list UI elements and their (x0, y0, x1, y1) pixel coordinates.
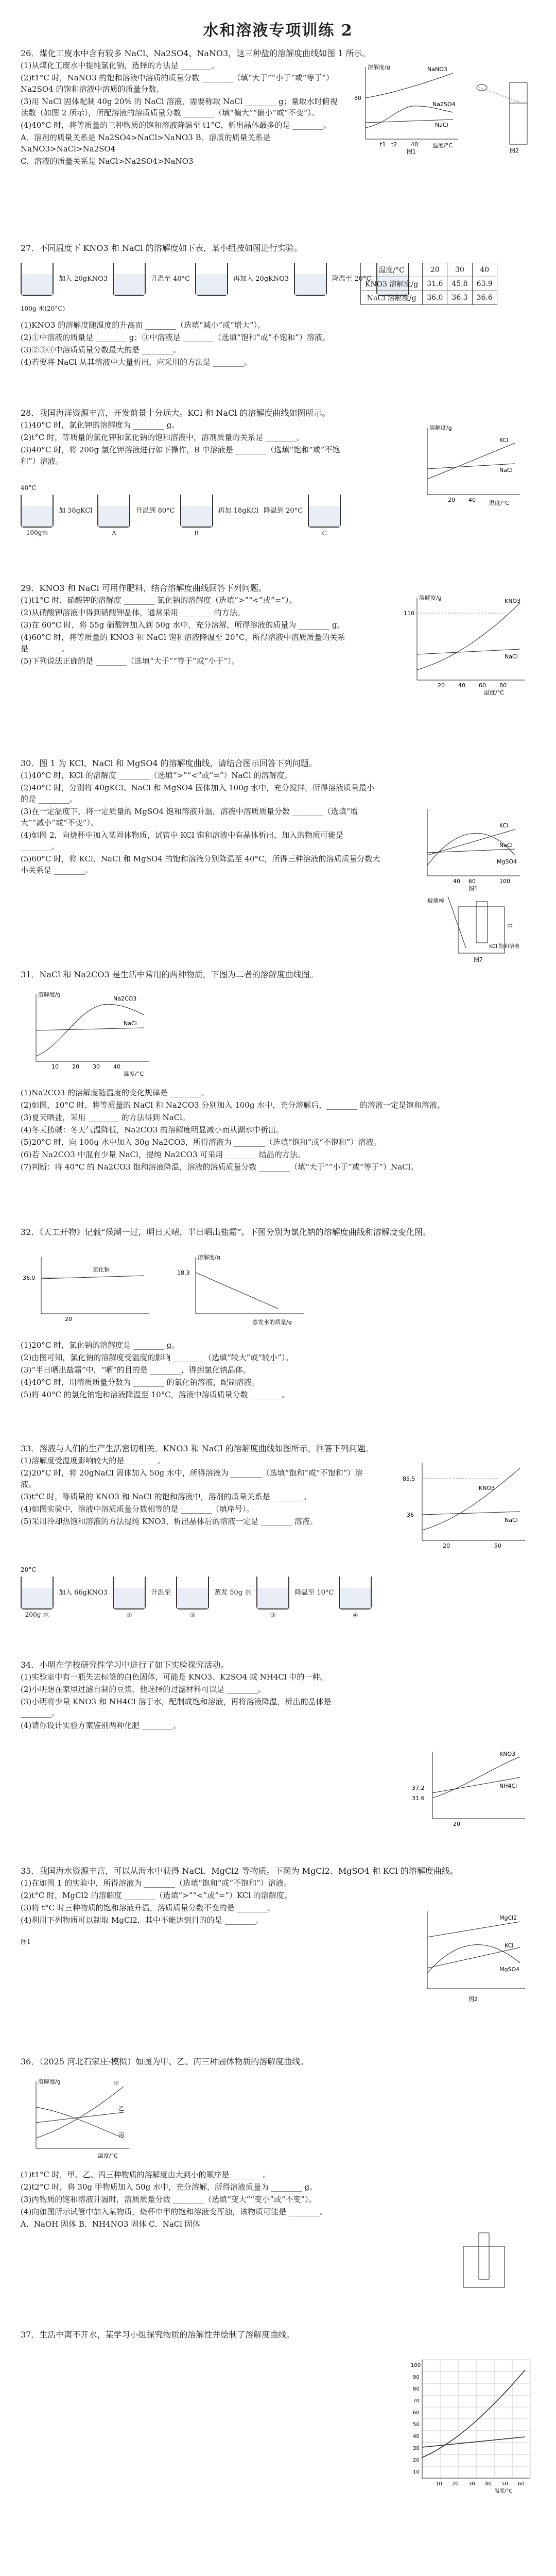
table-cell: 温度/°C (361, 263, 423, 277)
fig-label: KCl 饱和溶液 (489, 944, 519, 950)
question-stem: 37．生活中离不开水，某学习小组探究物质的溶解性并绘制了溶解度曲线。 (21, 2330, 295, 2340)
curve-bing (36, 2107, 124, 2138)
y-tick: 18.3 (177, 1269, 190, 1276)
question-line: (3)夏天晒盐，采用 ________ 的方法得到 NaCl。 (21, 1113, 190, 1122)
question-stem: 34．小明在学校研究性学习中进行了如下实验探究活动。 (21, 1660, 229, 1670)
question-line: (4)40°C 时，用溶质质量分数为 ________ 的氯化钠溶液，配制溶液。 (21, 1378, 259, 1387)
y-tick: 37.2 (412, 1785, 425, 1791)
x-tick: 20 (448, 497, 455, 503)
sight-line (479, 88, 520, 102)
table-cell: 36.3 (447, 291, 472, 305)
beaker: ④ (339, 1577, 372, 1609)
question-line: A．NaOH 固体 B．NH4NO3 固体 C．NaCl 固体 (21, 2219, 200, 2229)
x-tick: t2 (391, 141, 397, 148)
curve-nacl (41, 1276, 144, 1279)
label-nacl: NaCl (499, 842, 513, 849)
label-bing: 丙 (118, 2132, 124, 2139)
question-line: (5)采用冷却热饱和溶液的方法提纯 KNO3，析出晶体后的溶液一定是 ________ 溶液。 (21, 1517, 318, 1526)
y-axis-label: 溶解度/g (368, 64, 390, 71)
beaker: 200g 水 (21, 1577, 54, 1609)
question-stem: 33．溶液与人们的生产生活密切相关。KNO3 和 NaCl 的溶解度曲线如图所示，回答下列问题。 (21, 1444, 374, 1453)
solubility-chart-q32 (21, 1252, 154, 1329)
question-line: (2)t1°C 时，NaNO3 的饱和溶液中溶质的质量分数 ________（填“大于”“小于”或“等于”）Na2SO4 的饱和溶液中溶质的质量分数。 (21, 73, 334, 94)
question-stem: 26．煤化工废水中含有较多 NaCl、Na2SO4、NaNO3，这三种盐的溶解度曲线如图 1 所示。 (21, 48, 371, 58)
curve-kcl (427, 1947, 520, 1968)
y-tick: 50 (413, 2422, 420, 2428)
question-line: (4)冬天捞碱：冬天气温降低，Na2CO3 的溶解度明显减小而从湖水中析出。 (21, 1125, 284, 1134)
x-tick: 20 (452, 2481, 459, 2487)
question-stem: 31．NaCl 和 Na2CO3 是生活中常用的两种物质，下图为二者的溶解度曲线图。 (21, 970, 318, 979)
question-line: (4)若要将 NaCl 从其溶液中大量析出，应采用的方法是 ________。 (21, 358, 252, 367)
y-tick: 85.5 (403, 1476, 415, 1482)
x-tick: 40 (458, 682, 465, 689)
y-axis-label: 溶解度/g (429, 425, 452, 431)
solubility-chart-q36 (21, 2076, 134, 2164)
question-line: (4)如图 2，向烧杯中加入某固体物质，试管中 KCl 饱和溶液中有晶体析出，加入的物质可能是 ________。 (21, 831, 344, 851)
label-nacl: 氯化钠 (93, 1266, 110, 1273)
y-tick: 90 (413, 2375, 420, 2380)
question-34 (21, 1659, 535, 1732)
curve-mgcl2 (427, 1922, 520, 1937)
question-line: (1)20°C 时，氯化钠的溶解度是 ________ g。 (21, 1341, 180, 1350)
step-arrow: 加入 66gKNO3 (59, 1589, 108, 1597)
question-line: (1)t1°C 时，甲、乙、丙三种物质的溶解度由大到小的顺序是 ________。 (21, 2170, 271, 2179)
question-stem: 30．图 1 为 KCl、NaCl 和 MgSO4 的溶解度曲线，请结合图示回答下列问题。 (21, 758, 317, 768)
question-32-parts (21, 1340, 535, 1401)
y-tick: 36.0 (23, 1275, 36, 1281)
experiment-steps-q33 (21, 1577, 372, 1619)
question-line: (4)40°C 时，将等质量的三种物质的饱和溶液降温至 t1°C，析出晶体最多的是 ________。 (21, 121, 332, 130)
solubility-chart-q35 (412, 1906, 530, 2004)
step-arrow: 降温至 10°C (294, 1589, 334, 1597)
y-tick: 70 (413, 2398, 420, 2404)
y-axis-label: 溶解度/g (38, 2078, 61, 2085)
curve-solution (196, 1273, 278, 1309)
glass-rod (448, 896, 466, 948)
label-kcl: KCl (499, 437, 509, 444)
x-tick: 60 (468, 878, 476, 885)
label-kcl: KCl (499, 822, 509, 829)
step-arrow: 加 38gKCl (59, 507, 93, 515)
beaker (294, 263, 327, 296)
solubility-chart-q33 (402, 1458, 530, 1556)
x-tick: 40 (468, 497, 476, 503)
y-tick: 40 (413, 2434, 420, 2439)
question-line: (4)向如图所示试管中加入某物质，烧杯中甲的饱和溶液变浑浊，该物质可能是 ________。 (21, 2207, 328, 2216)
x-tick: 100 (499, 878, 510, 885)
fig-label: 玻璃棒 (427, 897, 444, 904)
x-axis-label: 温度/°C (432, 142, 453, 149)
x-axis-label: 温度/°C (494, 2488, 513, 2494)
question-stem: 28．我国海洋资源丰富，开发前景十分远大。KCl 和 NaCl 的溶解度曲线如图所示。 (21, 408, 331, 418)
curve-nacl (427, 849, 515, 853)
table-cell: 20 (423, 263, 447, 277)
x-axis-label: 温度/°C (489, 500, 509, 506)
question-stem: 29．KNO3 和 NaCl 可用作肥料，结合溶解度曲线回答下列问题。 (21, 583, 267, 593)
y-tick: 10 (413, 2469, 420, 2475)
cylinder-figure-q26 (474, 72, 541, 155)
label-kno3: KNO3 (505, 598, 521, 604)
x-axis-label: 温度/°C (124, 1071, 144, 1077)
y-tick: 60 (413, 2410, 420, 2416)
label-mgso4: MgSO4 (499, 1966, 520, 1973)
table-cell: KNO3 溶解度/g (361, 277, 423, 291)
question-stem: 35．我国海水资源丰富，可以从海水中获得 NaCl、MgCl2 等物质。下图为 MgCl2、MgSO4 和 KCl 的溶解度曲线。 (21, 1866, 458, 1876)
start-temp-label: 40°C (21, 484, 37, 492)
question-line: (1)40°C 时，KCl 的溶解度 ________（选填“>”“<”或“=”）NaCl 的溶解度。 (21, 771, 292, 780)
table-cell: 30 (447, 263, 472, 277)
start-temp-label: 20°C (21, 1566, 37, 1573)
experiment-steps-q27 (21, 263, 409, 296)
step-arrow: 蒸发 50g 水 (214, 1589, 252, 1597)
question-line: (3)将 t°C 时三种物质的饱和溶液升温，溶质质量分数不变的是 ________。 (21, 1903, 276, 1912)
question-line: (5)60°C 时，将 KCl、NaCl 和 MgSO4 的饱和溶液分别降温至 40°C，所得三种溶液的溶质质量分数大小关系是 ________。 (21, 854, 380, 875)
x-tick: 40 (113, 1063, 120, 1070)
x-tick: 20 (65, 1316, 72, 1323)
curve-nacl (36, 1028, 144, 1030)
beaker: A (97, 495, 130, 528)
question-line: (7)判断：将 40°C 的 Na2CO3 饱和溶液降温，溶液的溶质质量分数 ________（填“大于”“小于”或“等于”）NaCl。 (21, 1162, 419, 1172)
question-line: (2)①中溶液的质量是 ________ g；③中溶液是 ________（选填“饱和”或“不饱和”）溶液。 (21, 333, 330, 342)
x-tick: 40 (485, 2481, 492, 2487)
x-tick: 20 (438, 682, 445, 689)
curve-yi (36, 2112, 124, 2123)
curve-b (422, 2437, 525, 2447)
y-tick: 100 (411, 2363, 421, 2368)
figure-caption: 图1 (407, 148, 416, 155)
x-tick: 50 (501, 2481, 508, 2487)
question-line: (3)丙物质的饱和溶液升温时，溶质质量分数 ________（选填“变大”“变小”或“不变”）。 (21, 2195, 317, 2204)
question-line: (3)②③④中溶质质量分数最大的是 ________。 (21, 345, 181, 354)
label-nacl: NaCl (435, 122, 448, 128)
x-tick: 20 (72, 1063, 79, 1070)
x-axis-label: 蒸发水的质量/g (252, 1319, 292, 1326)
question-31-parts (21, 1087, 535, 1174)
table-cell: 36.0 (423, 291, 447, 305)
beaker: ③ (256, 1577, 289, 1609)
y-tick: 110 (404, 610, 414, 617)
y-axis-label: 溶解度/g (38, 991, 61, 998)
question-line: (1)在如图 1 的实验中，所得溶液为 ________（选填“饱和”或“不饱和”）溶液。 (21, 1878, 291, 1888)
question-line: (1)Na2CO3 的溶解度随温度的变化规律是 ________。 (21, 1088, 209, 1097)
curve-jia (36, 2087, 124, 2138)
label-nacl: NaCl (499, 467, 513, 473)
question-line: (1)KNO3 的溶解度随温度的升高而 ________（选填“减小”或“增大”）。 (21, 320, 266, 330)
y-tick: 80 (354, 95, 361, 101)
question-line: (5)下列说法正确的是 ________（选填“大于”“等于”或“小于”）。 (21, 656, 239, 666)
label-mgcl2: MgCl2 (499, 1914, 517, 1921)
table-row (361, 291, 497, 305)
question-line: (3)t°C 时，等质量的 KNO3 和 NaCl 的饱和溶液中，溶剂的质量关系是 ________。 (21, 1492, 311, 1501)
question-line: (2)小明想在家里过滤自制的豆浆，他选择的过滤材料可以是 ________。 (21, 1685, 266, 1694)
question-line: (2)t°C 时，MgCl2 的溶解度 ________（选填“>”“<”或“=”）KCl 的溶解度。 (21, 1891, 292, 1900)
step-arrow: 升温至 (151, 1589, 171, 1597)
beaker (21, 263, 54, 296)
test-tube (476, 902, 488, 943)
label-yi: 乙 (118, 2105, 124, 2112)
question-line: (3)小明将少量 KNO3 和 NH4Cl 溶于水，配制成饱和溶液，再将溶液降温，析出的晶体是 ________。 (21, 1697, 332, 1718)
question-27 (21, 242, 535, 255)
figure-caption: 图2 (510, 147, 519, 154)
label-na2co3: Na2CO3 (113, 995, 137, 1002)
y-tick: 31.6 (412, 1795, 425, 1802)
x-tick: 50 (494, 1543, 501, 1549)
question-line: (4)60°C 时，将等质量的 KNO3 和 NaCl 饱和溶液降温至 20°C，所得溶液中溶质质量的关系是 ________。 (21, 633, 345, 653)
question-line: (2)t°C 时，等质量的氯化钾和氯化钠的饱和溶液中，溶剂质量的关系是 ________。 (21, 433, 304, 442)
question-line: (1)溶解度受温度影响较大的是 ________。 (21, 1456, 166, 1465)
x-tick: 10 (51, 1063, 59, 1070)
x-tick: 20 (453, 1821, 460, 1827)
beaker: ② (176, 1577, 209, 1609)
solubility-table-q27 (360, 263, 497, 305)
x-tick: 80 (499, 682, 507, 689)
label-kcl: KCl (505, 1942, 514, 1949)
measuring-cylinder (510, 82, 527, 144)
question-27-parts (21, 319, 535, 369)
table-header-row (361, 263, 497, 277)
question-line: C．溶液的质量关系是 NaCl>Na2SO4>NaNO3 (21, 157, 194, 166)
label-na2so4: Na2SO4 (432, 101, 456, 108)
grid (422, 2360, 530, 2478)
start-label: 100g 水(20°C) (21, 305, 65, 312)
x-tick: 40 (453, 878, 460, 885)
question-line: (6)若 Na2CO3 中混有少量 NaCl，提纯 Na2CO3 可采用 ________ 结晶的方法。 (21, 1150, 305, 1159)
step-arrow: 降温到 20°C (264, 507, 303, 515)
table-cell: 45.8 (447, 277, 472, 291)
table-cell: 36.6 (472, 291, 497, 305)
question-stem: 27．不同温度下 KNO3 和 NaCl 的溶解度如下表，某小组按如图进行实验。 (21, 243, 302, 253)
question-line: (2)从硝酸钾溶液中得到硝酸钾晶体，通常采用 ________ 的方法。 (21, 608, 245, 617)
question-line: A．溶剂的质量关系是 Na2SO4>NaCl>NaNO3 B．溶质的质量关系是 NaNO3>NaCl>Na2SO4 (21, 133, 271, 154)
label-nh4cl: NH4Cl (499, 1783, 517, 1789)
question-36 (21, 2056, 535, 2068)
step-arrow: 加入 20gKNO3 (59, 275, 108, 283)
x-tick: 30 (93, 1063, 100, 1070)
question-stem: 36．（2025 河北石家庄·模拟）如图为甲、乙、丙三种固体物质的溶解度曲线。 (21, 2057, 309, 2066)
beaker: 100g水 (21, 495, 54, 528)
label-nacl: NaCl (505, 653, 518, 660)
step-arrow: 升温到 80°C (135, 507, 175, 515)
solubility-chart-q34 (412, 1747, 530, 1834)
x-axis-label: 温度/°C (484, 689, 504, 696)
question-line: (4)请你设计实验方案鉴别两种化肥 ________。 (21, 1721, 181, 1730)
step-arrow: 再加 18gKCl (218, 507, 259, 515)
experiment-steps-q28 (21, 495, 341, 537)
question-line: (3)在 60°C 时，将 55g 硝酸钾加入到 50g 水中，充分溶解，所得溶液的质量为 ________ g。 (21, 620, 345, 630)
label-mgso4: MgSO4 (497, 858, 517, 865)
question-36-parts (21, 2169, 535, 2231)
step-arrow: 再加入 20gKNO3 (233, 275, 289, 283)
solubility-chart-q26 (350, 62, 463, 155)
test-tube (479, 2233, 489, 2279)
curve-nano3 (366, 73, 453, 98)
question-32 (21, 1226, 535, 1239)
figure-caption: 图2 (468, 1996, 478, 2003)
figure-caption: 图2 (474, 956, 483, 963)
solubility-chart-q31 (21, 989, 154, 1077)
beaker (195, 263, 228, 296)
question-line: (1)实验室中有一瓶失去标签的白色固体，可能是 KNO3、K2SO4 或 NH4Cl 中的一种。 (21, 1672, 328, 1682)
question-line: (1)从煤化工废水中提纯氯化钠，选择的方法是 ________。 (21, 61, 220, 70)
question-line: (4)如图实验中，溶液中溶质质量分数相等的是 ________（填序号）。 (21, 1504, 254, 1514)
solubility-chart-q30 (412, 804, 525, 891)
question-line: (2)40°C 时，分别将 40gKCl、NaCl 和 MgSO4 固体加入 100g 水中，充分搅拌，所得溶液质量最小的是 ________。 (21, 783, 375, 804)
x-tick: 10 (436, 2481, 442, 2487)
beaker (463, 2246, 505, 2287)
page-title: 水和溶液专项训练 2 (203, 22, 353, 40)
table-cell: NaCl 溶解度/g (361, 291, 423, 305)
question-line: (2)t2°C 时，将 30g 甲物质加入 50g 水中，充分溶解，所得溶液质量为 ________ g。 (21, 2182, 318, 2192)
label-nacl: NaCl (505, 1517, 518, 1523)
y-tick: 30 (413, 2446, 420, 2451)
table-cell: 31.6 (423, 277, 447, 291)
label-kno3: KNO3 (479, 1485, 495, 1492)
label-jia: 甲 (113, 2080, 119, 2087)
solubility-grid-chart-q37 (402, 2349, 535, 2494)
question-line: (2)20°C 时，将 20gNaCl 固体加入 50g 水中，所得溶液为 ________（选填“饱和”或“不饱和”）溶液。 (21, 1468, 363, 1489)
x-axis-label: 温度/°C (98, 2153, 118, 2159)
y-tick: 36 (407, 1512, 414, 1518)
beaker: C (308, 495, 341, 528)
figure-caption: 图1 (468, 885, 478, 891)
question-line: (1)t1°C 时，硝酸钾的溶解度 ________ 氯化钠的溶解度（选填“>”“<”或“=”）。 (21, 596, 297, 605)
question-line: (3)40°C 时，将 200g 氯化钾溶液进行如下操作，B 中溶液是 ________（选填“饱和”或“不饱和”）溶液。 (21, 445, 340, 466)
x-tick: 60 (518, 2481, 525, 2487)
question-line: (2)如图，10°C 时，将等质量的 NaCl 和 Na2CO3 分别加入 100g 水中，充分溶解后，________ 的溶液一定是饱和溶液。 (21, 1100, 445, 1110)
label-nacl: NaCl (124, 1020, 137, 1027)
y-tick: 80 (413, 2386, 420, 2392)
x-tick: 60 (479, 682, 486, 689)
beaker-figure-q30 (427, 896, 530, 963)
evaporation-chart-q32 (175, 1252, 309, 1329)
y-axis-label: 溶解度/g (198, 1254, 220, 1261)
solubility-chart-q28 (412, 422, 525, 510)
beaker (113, 263, 146, 296)
step-arrow: 降温至 20°C (332, 275, 372, 283)
figure-caption: 图1 (21, 1938, 31, 1945)
question-line: (5)将 40°C 的氯化钠饱和溶液降温至 10°C，溶液中溶质质量分数 ________。 (21, 1390, 289, 1399)
question-37 (21, 2329, 535, 2341)
question-31 (21, 969, 535, 981)
table-cell: 63.9 (472, 277, 497, 291)
table-cell: 40 (472, 263, 497, 277)
test-tube-figure-q36 (453, 2231, 515, 2293)
question-line: (3)在一定温度下，将一定质量的 MgSO4 饱和溶液升温，溶液中溶质质量分数 ________（选填“增大”“减小”或“不变”）。 (21, 807, 358, 827)
question-line: (4)利用下列物质可以制取 MgCl2，其中不能达到目的的是 ________。 (21, 1916, 264, 1925)
beaker: ① (113, 1577, 146, 1609)
question-stem: 32．《天工开物》记载“候潮一过，明日天晴，半日晒出盐霜”。下图分别为氯化钠的溶解度曲线和溶解度变化图。 (21, 1227, 431, 1237)
question-line: (3)用 NaCl 固体配制 40g 20% 的 NaCl 溶液，需要称取 NaCl ________ g；量取水时俯视读数（如图 2 所示），所配溶液的溶质质量分数 ________（填“偏大”“偏小”或“不变”）。 (21, 97, 338, 117)
solubility-chart-q29 (402, 592, 530, 696)
y-tick: 20 (413, 2458, 420, 2463)
step-arrow: 升温至 40°C (151, 275, 190, 283)
question-line: (5)20°C 时，向 100g 水中加入 30g Na2CO3，所得溶液为 ________（选填“饱和”或“不饱和”）溶液。 (21, 1138, 381, 1147)
question-line: (1)40°C 时，氯化钾的溶解度为 ________ g。 (21, 420, 180, 430)
x-tick: 20 (443, 1543, 450, 1549)
curve-nacl (422, 1512, 520, 1515)
beaker: B (180, 495, 213, 528)
label-kno3: KNO3 (499, 1751, 516, 1757)
x-tick: 30 (468, 2481, 475, 2487)
table-row (361, 277, 497, 291)
fig-label: 水 (507, 922, 513, 929)
curve-kno3 (432, 1757, 520, 1798)
x-tick: t1 (380, 141, 386, 148)
y-axis-label: 溶解度/g (419, 595, 442, 601)
label-nano3: NaNO3 (427, 66, 447, 73)
x-tick: 40 (411, 141, 418, 148)
curve-kcl (427, 443, 515, 479)
question-line: (2)由图可知，氯化钠的溶解度受温度的影响 ________（选填“较大”或“较小”）。 (21, 1353, 293, 1362)
question-line: (3)“半日晒出盐霜”中，“晒”的目的是 ________，得到氯化钠晶体。 (21, 1365, 251, 1375)
eye-icon (477, 84, 487, 91)
